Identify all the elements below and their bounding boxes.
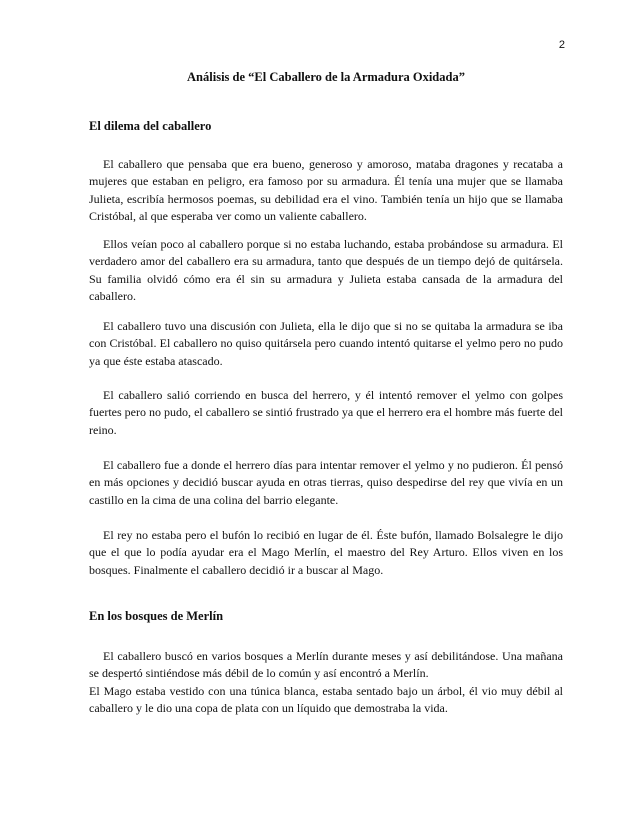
paragraph-8: El Mago estaba vestido con una túnica blanca, estaba sentado bajo un árbol, él vio muy débil al caballero y le dio una copa de plata con un líquido que demostraba la vida. (89, 684, 563, 716)
paragraph-7: El caballero buscó en varios bosques a Merlín durante meses y así debilitándose. Una mañana se despertó sintiéndose más débil de lo común y así encontró a Merlín. (89, 649, 563, 681)
page-number: 2 (558, 39, 565, 51)
paragraph-6: El rey no estaba pero el bufón lo recibió en lugar de él. Éste bufón, llamado Bolsalegre le dijo que el que lo podía ayudar era el Mago Merlín, el maestro del Rey Arturo. Ellos viven en los bosques. Finalmente el caballero decidió ir a buscar al Mago. (89, 528, 563, 577)
paragraph-5: El caballero fue a donde el herrero días para intentar remover el yelmo y no pudieron. Él pensó en más opciones y decidió buscar ayuda en otras tierras, quiso despedirse del rey que vivía en un castillo en la cima de una colina del barrio elegante. (89, 458, 563, 507)
paragraph-3: El caballero tuvo una discusión con Julieta, ella le dijo que si no se quitaba la armadura se iba con Cristóbal. El caballero no quiso quitársela pero cuando intentó quitarse el yelmo pero no pudo ya que éste estaba atascado. (89, 319, 563, 368)
document-title: Análisis de “El Caballero de la Armadura Oxidada” (187, 70, 465, 84)
section-heading-bosques: En los bosques de Merlín (89, 609, 224, 623)
section-heading-dilema: El dilema del caballero (89, 119, 212, 133)
paragraph-2: Ellos veían poco al caballero porque si no estaba luchando, estaba probándose su armadura. El verdadero amor del caballero era su armadura, tanto que después de un tiempo dejó de quitársela. Su familia olvidó cómo era él sin su armadura y Julieta estaba cansada de la armadura del caballero. (89, 237, 563, 303)
paragraph-1: El caballero que pensaba que era bueno, generoso y amoroso, mataba dragones y recataba a mujeres que estaban en peligro, era famoso por su armadura. Él tenía una mujer que se llamaba Julieta, escribía hermosos poemas, su debilidad era el vino. También tenía un hijo que se llamaba Cristóbal, al que esperaba ver como un valiente caballero. (89, 157, 563, 223)
paragraph-4: El caballero salió corriendo en busca del herrero, y él intentó remover el yelmo con golpes fuertes pero no pudo, el caballero se sintió frustrado ya que el herrero era el hombre más fuerte del reino. (89, 388, 563, 437)
